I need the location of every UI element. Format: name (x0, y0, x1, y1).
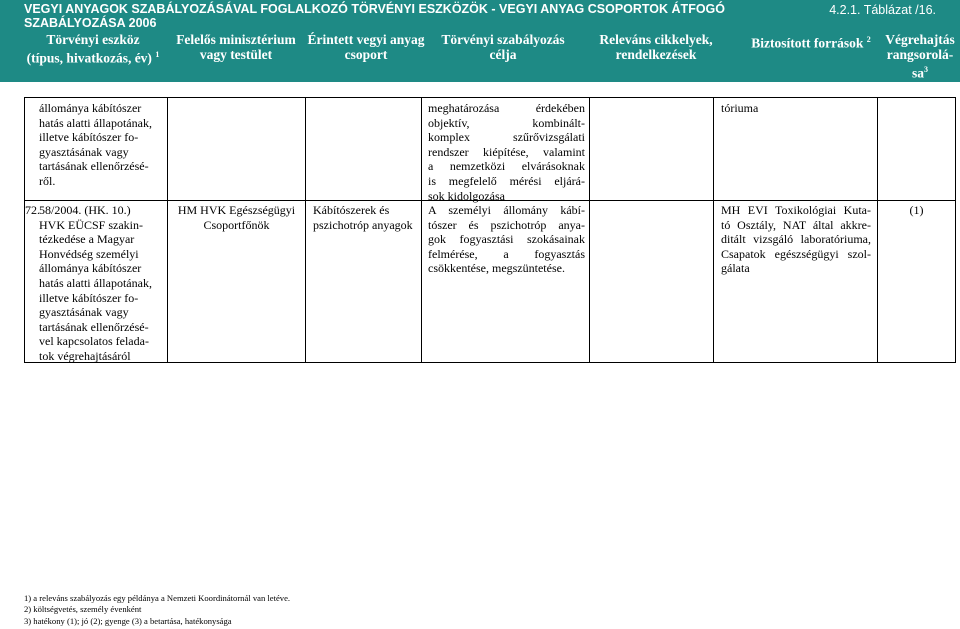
column-divider (877, 97, 878, 363)
footnotes (24, 593, 290, 627)
footnote-2: 2) költségvetés, személy évenként (24, 604, 142, 615)
table-row-2-legal-instrument: 58/2004. (HK. 10.) HVK EÜCSF szakin- tézkedése a Magyar Honvédség személyi állománya kábítószer hatás alatti állapotának, illetve kábítószer fo- gyasztásának vagy tartásának ellenőrzésé- vel kapcsolatos felada- tok végrehajtásáról (39, 203, 152, 363)
column-header-regulation-purpose: Törvényi szabályozás célja (441, 32, 565, 62)
table-border-right (955, 97, 956, 363)
table-row-2-ministry: HM HVK Egészségügyi Csoportfőnök (177, 203, 296, 232)
column-header-relevant-provisions: Releváns cikkelyek, rendelkezések (599, 32, 713, 62)
table-row-1-resources: tóriuma (721, 101, 759, 115)
table-row-2-number: 72. (25, 203, 40, 217)
column-header-resources: Biztosított források $^2$ (751, 35, 871, 51)
column-divider (713, 97, 714, 363)
document-title: VEGYI ANYAGOK SZABÁLYOZÁSÁVAL FOGLALKOZÓ TÖRVÉNYI ESZKÖZÖK - VEGYI ANYAG CSOPORTOK ÁTFOGÓ SZABÁLYOZÁSA 2006 (24, 2, 726, 30)
column-header-legal-instrument: Törvényi eszköz (típus, hivatkozás, év) $^1$ (26, 32, 160, 66)
table-row-2-resources: MH EVI Toxikológiai Kuta- tó Osztály, NAT által akkre- ditált vizsgáló laboratóriuma, Csapatok egészségügyi szol- gálata (721, 203, 871, 276)
column-header-ministry: Felelős minisztérium vagy testület (176, 32, 296, 62)
table-border-top (24, 97, 956, 98)
table-row-1-purpose: meghatározása érdekében objektív, kombinált- komplex szűrővizsgálati rendszer kiépítése, valamint a nemzetközi elvárásoknak is megfelelő mérési eljárá- sok kidolgozása (428, 101, 585, 203)
table-border-left (24, 97, 25, 363)
table-row-2-substance-group: Kábítószerek és pszichotróp anyagok (313, 203, 413, 232)
footnote-3: 3) hatékony (1); jó (2); gyenge (3) a betartása, hatékonysága (24, 615, 232, 626)
table-row-1-legal-instrument: állománya kábítószer hatás alatti állapotának, illetve kábítószer fo- gyasztásának vagy tartásának ellenőrzésé- ről. (39, 101, 152, 188)
column-header-enforcement-ranking: Végrehajtás rangsorolá- $sa^3$ (885, 32, 955, 81)
column-divider (421, 97, 422, 363)
column-header-substance-group: Érintett vegyi anyag csoport (307, 32, 425, 62)
table-row-2-purpose: A személyi állomány kábí- tószer és pszichotróp anya- gok fogyasztási szokásainak felmérése, a fogyasztás csökkentése, megszüntetése. (428, 203, 585, 276)
table-row-2-ranking: (1) (909, 203, 924, 217)
table-reference: 4.2.1. Táblázat /16. (829, 3, 936, 17)
column-divider (589, 97, 590, 363)
footnote-1: 1) a releváns szabályozás egy példánya a Nemzeti Koordinátornál van letéve. (24, 593, 291, 603)
column-divider (305, 97, 306, 363)
title-bar (0, 0, 960, 82)
